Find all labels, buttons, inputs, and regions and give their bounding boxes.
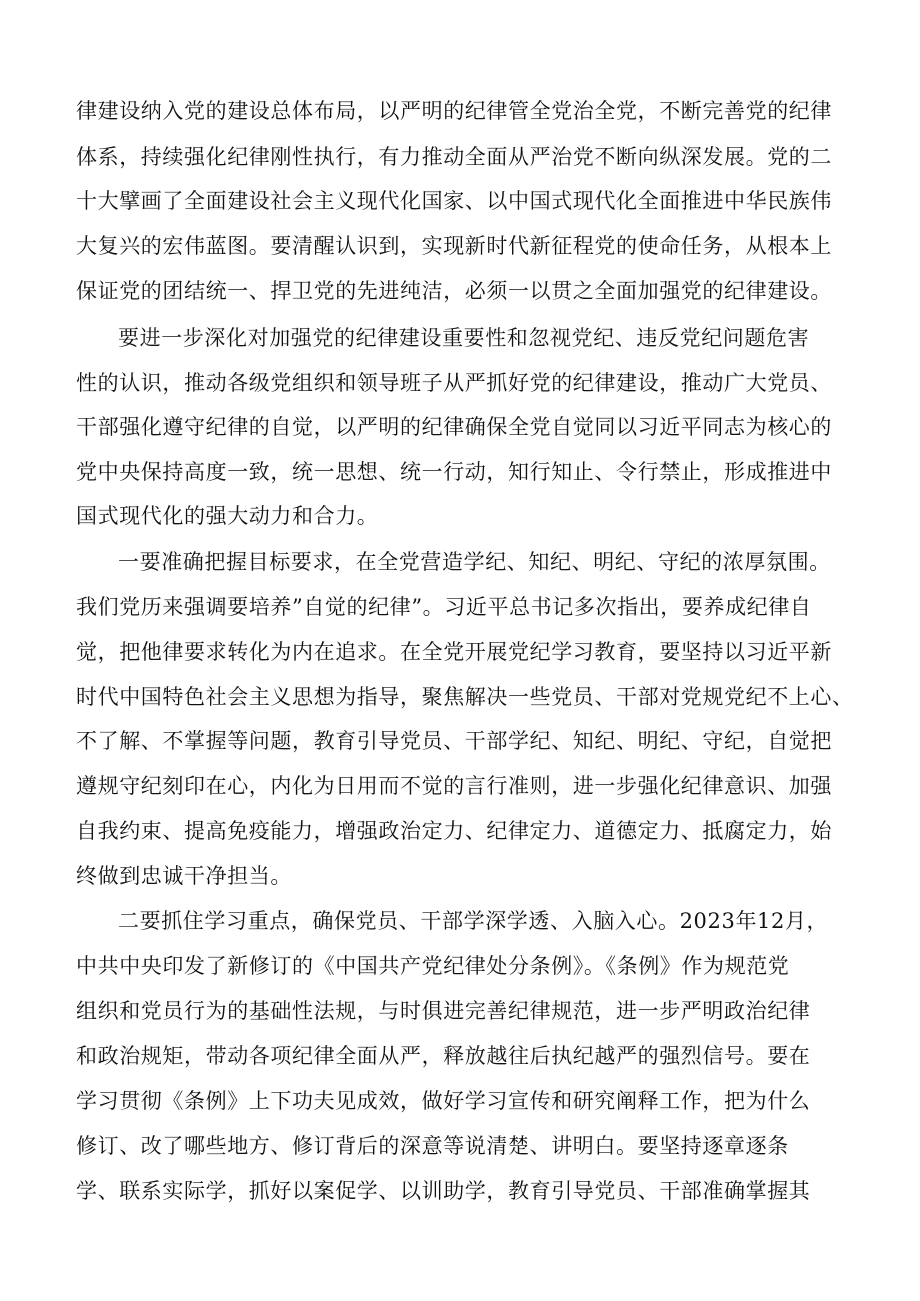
text-line: 大复兴的宏伟蓝图。要清醒认识到，实现新时代新征程党的使命任务，从根本上 [76,234,832,258]
paragraph-first-line: 一要准确把握目标要求，在全党营造学纪、知纪、明纪、守纪的浓厚氛围。 [118,550,831,574]
text-line: 修订、改了哪些地方、修订背后的深意等说清楚、讲明白。要坚持逐章逐条 [76,1134,789,1158]
text-line: 自我约束、提高免疫能力，增强政治定力、纪律定力、道德定力、抵腐定力，始 [76,819,832,843]
text-line: 终做到忠诚干净担当。 [76,864,292,888]
text-line: 律建设纳入党的建设总体布局，以严明的纪律管全党治全党，不断完善党的纪律 [76,99,832,123]
text-line: 国式现代化的强大动力和合力。 [76,504,379,528]
paragraph-first-line: 要进一步深化对加强党的纪律建设重要性和忽视党纪、违反党纪问题危害 [118,326,810,350]
text-line: 十大擘画了全面建设社会主义现代化国家、以中国式现代化全面推进中华民族伟 [76,189,832,213]
text-line: 时代中国特色社会主义思想为指导，聚焦解决一些党员、干部对党规党纪不上心、 [76,685,854,709]
text-line: 学、联系实际学，抓好以案促学、以训助学，教育引导党员、干部准确掌握其 [76,1179,811,1203]
text-line: 学习贯彻《条例》上下功夫见成效，做好学习宣传和研究阐释工作，把为什么 [76,1089,811,1113]
text-line: 性的认识，推动各级党组织和领导班子从严抓好党的纪律建设，推动广大党员、 [76,371,832,395]
text-line: 觉，把他律要求转化为内在追求。在全党开展党纪学习教育，要坚持以习近平新 [76,640,832,664]
text-line: 组织和党员行为的基础性法规，与时俱进完善纪律规范，进一步严明政治纪律 [76,999,811,1023]
text-line: 党中央保持高度一致，统一思想、统一行动，知行知止、令行禁止，形成推进中 [76,460,832,484]
text-line: 遵规守纪刻印在心，内化为日用而不觉的言行准则，进一步强化纪律意识、加强 [76,774,832,798]
text-line: 中共中央印发了新修订的《中国共产党纪律处分条例》。《条例》作为规范党 [76,954,790,978]
text-line: 不了解、不掌握等问题，教育引导党员、干部学纪、知纪、明纪、守纪，自觉把 [76,729,832,753]
paragraph-first-line: 二要抓住学习重点，确保党员、干部学深学透、入脑入心。2023年12月， [118,909,829,933]
text-line: 干部强化遵守纪律的自觉，以严明的纪律确保全党自觉同以习近平同志为核心的 [76,415,832,439]
text-line: 体系，持续强化纪律刚性执行，有力推动全面从严治党不断向纵深发展。党的二 [76,145,832,169]
text-line: 保证党的团结统一、捍卫党的先进纯洁，必须一以贯之全面加强党的纪律建设。 [76,279,832,303]
text-line: 我们党历来强调要培养”自觉的纪律”。习近平总书记多次指出，要养成纪律自 [76,595,812,619]
text-line: 和政治规矩，带动各项纪律全面从严，释放越往后执纪越严的强烈信号。要在 [76,1044,811,1068]
